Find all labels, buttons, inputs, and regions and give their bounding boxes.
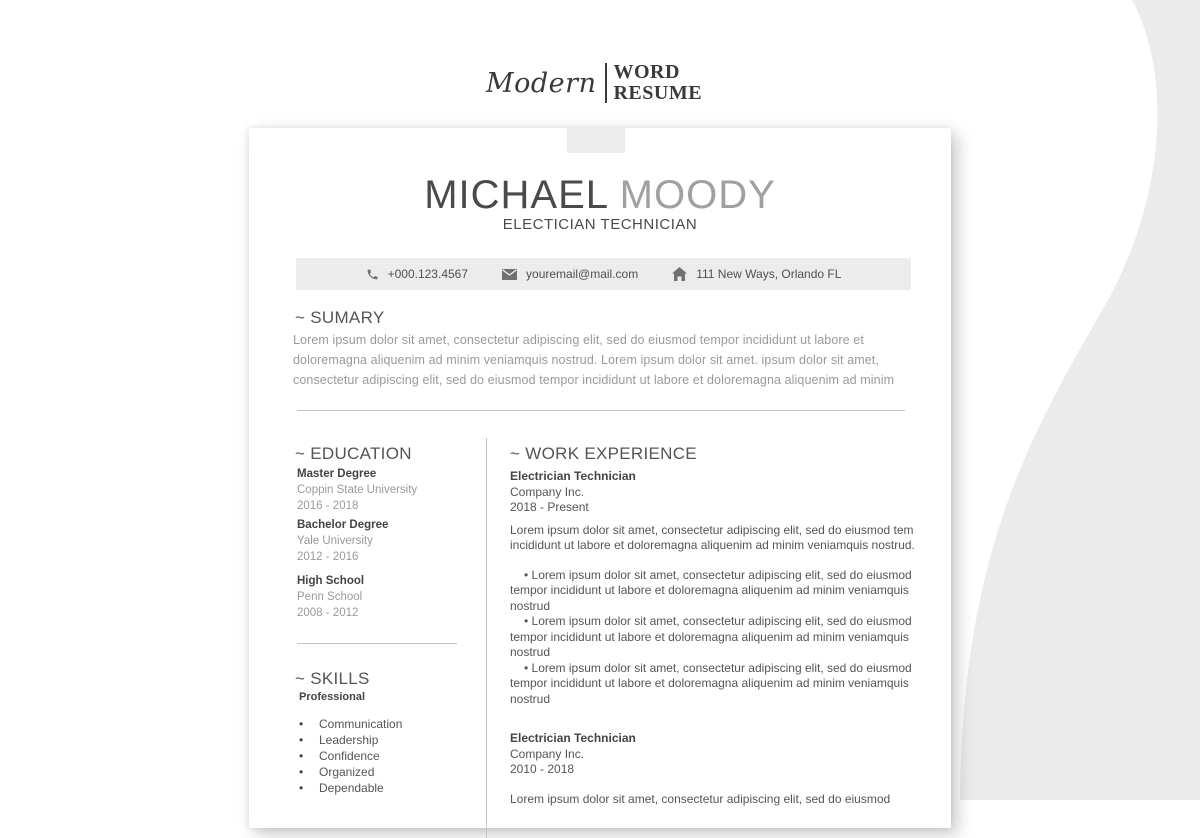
work-company: Company Inc.: [510, 746, 585, 761]
brand-word-line1: WORD: [613, 61, 680, 83]
work-entry: [510, 469, 915, 707]
skill-item: • Leadership: [299, 732, 402, 748]
brand-word-line2: RESUME: [613, 82, 703, 104]
brand-words: [607, 62, 702, 104]
summary-heading: ~ SUMARY: [295, 308, 385, 327]
phone-text: +000.123.4567: [387, 267, 469, 281]
work-bullet: • Lorem ipsum dolor sit amet, consectetur adipiscing elit, sed do eiusmod tempor incididunt ut labore et doloremagna aliquenim ad minim veniamquis nostrud: [510, 614, 912, 659]
work-company: Company Inc.: [510, 484, 585, 499]
work-job-title: Electrician Technician: [510, 469, 636, 483]
summary-text: Lorem ipsum dolor sit amet, consectetur adipiscing elit, sed do eiusmod tempor incididunt ut labore et doloremagna aliquenim ad minim veniamquis nostrud. Lorem ipsum dolor sit amet. ipsum dolor sit amet, consectetur adipiscing elit, sed do eiusmod tempor incididunt ut labore et doloremagna aliquenim ad minim: [293, 333, 895, 387]
work-dates: 2010 - 2018: [510, 762, 575, 776]
education-degree: Bachelor Degree: [297, 519, 389, 531]
education-item: [297, 573, 487, 621]
contact-address: [672, 267, 841, 281]
first-name: MICHAEL: [424, 173, 608, 217]
contact-phone: [366, 267, 468, 281]
skill-item: • Dependable: [299, 780, 402, 796]
work-description: Lorem ipsum dolor sit amet, consectetur adipiscing elit, sed do eiusmod tem incididunt ut labore et doloremagna aliquenim ad minim veniamquis nostrud.: [510, 522, 915, 552]
work-bullets: [510, 568, 915, 708]
education-years: 2012 - 2016: [297, 551, 359, 563]
last-name: MOODY: [619, 173, 776, 217]
work-bullet: • Lorem ipsum dolor sit amet, consectetur adipiscing elit, sed do eiusmod tempor incididunt ut labore et doloremagna aliquenim ad minim veniamquis nostrud: [510, 660, 912, 706]
education-school: Coppin State University: [297, 484, 418, 496]
education-degree: Master Degree: [297, 468, 377, 480]
envelope-icon: [502, 269, 517, 280]
work-bullet: • Lorem ipsum dolor sit amet, consectetur adipiscing elit, sed do eiusmod tempor incididunt ut labore et doloremagna aliquenim ad minim veniamquis nostrud: [510, 567, 912, 613]
work-dates: 2018 - Present: [510, 500, 589, 514]
phone-icon: [366, 268, 379, 281]
skills-subheading: Professional: [299, 691, 366, 703]
education-item: [297, 466, 487, 514]
contact-bar: [296, 258, 911, 290]
resume-page: [249, 128, 951, 828]
education-divider: [297, 643, 457, 644]
brand-script: Modern: [486, 67, 597, 99]
home-icon: [672, 267, 687, 281]
work-entry: [510, 731, 915, 807]
email-text: youremail@mail.com: [526, 267, 639, 281]
skill-item: • Organized: [299, 764, 402, 780]
candidate-name: [249, 171, 951, 219]
work-description: Lorem ipsum dolor sit amet, consectetur adipiscing elit, sed do eiusmod: [510, 791, 891, 806]
brand-logo: [486, 58, 702, 108]
column-divider: [486, 438, 487, 838]
work-heading: ~ WORK EXPERIENCE: [510, 444, 697, 463]
contact-email: [502, 267, 638, 281]
skills-heading: ~ SKILLS: [295, 669, 370, 688]
education-school: Yale University: [297, 535, 373, 547]
page-top-tab: [567, 128, 625, 153]
education-degree: High School: [297, 575, 365, 587]
education-years: 2016 - 2018: [297, 500, 359, 512]
education-school: Penn School: [297, 591, 363, 603]
section-divider: [297, 410, 905, 411]
work-job-title: Electrician Technician: [510, 731, 636, 745]
skill-item: • Communication: [299, 716, 402, 732]
education-heading: ~ EDUCATION: [295, 444, 412, 463]
skills-list: [299, 716, 402, 796]
skill-item: • Confidence: [299, 748, 402, 764]
education-item: [297, 517, 487, 565]
education-years: 2008 - 2012: [297, 607, 359, 619]
address-text: 111 New Ways, Orlando FL: [696, 267, 842, 281]
job-title: ELECTICIAN TECHNICIAN: [502, 216, 698, 233]
